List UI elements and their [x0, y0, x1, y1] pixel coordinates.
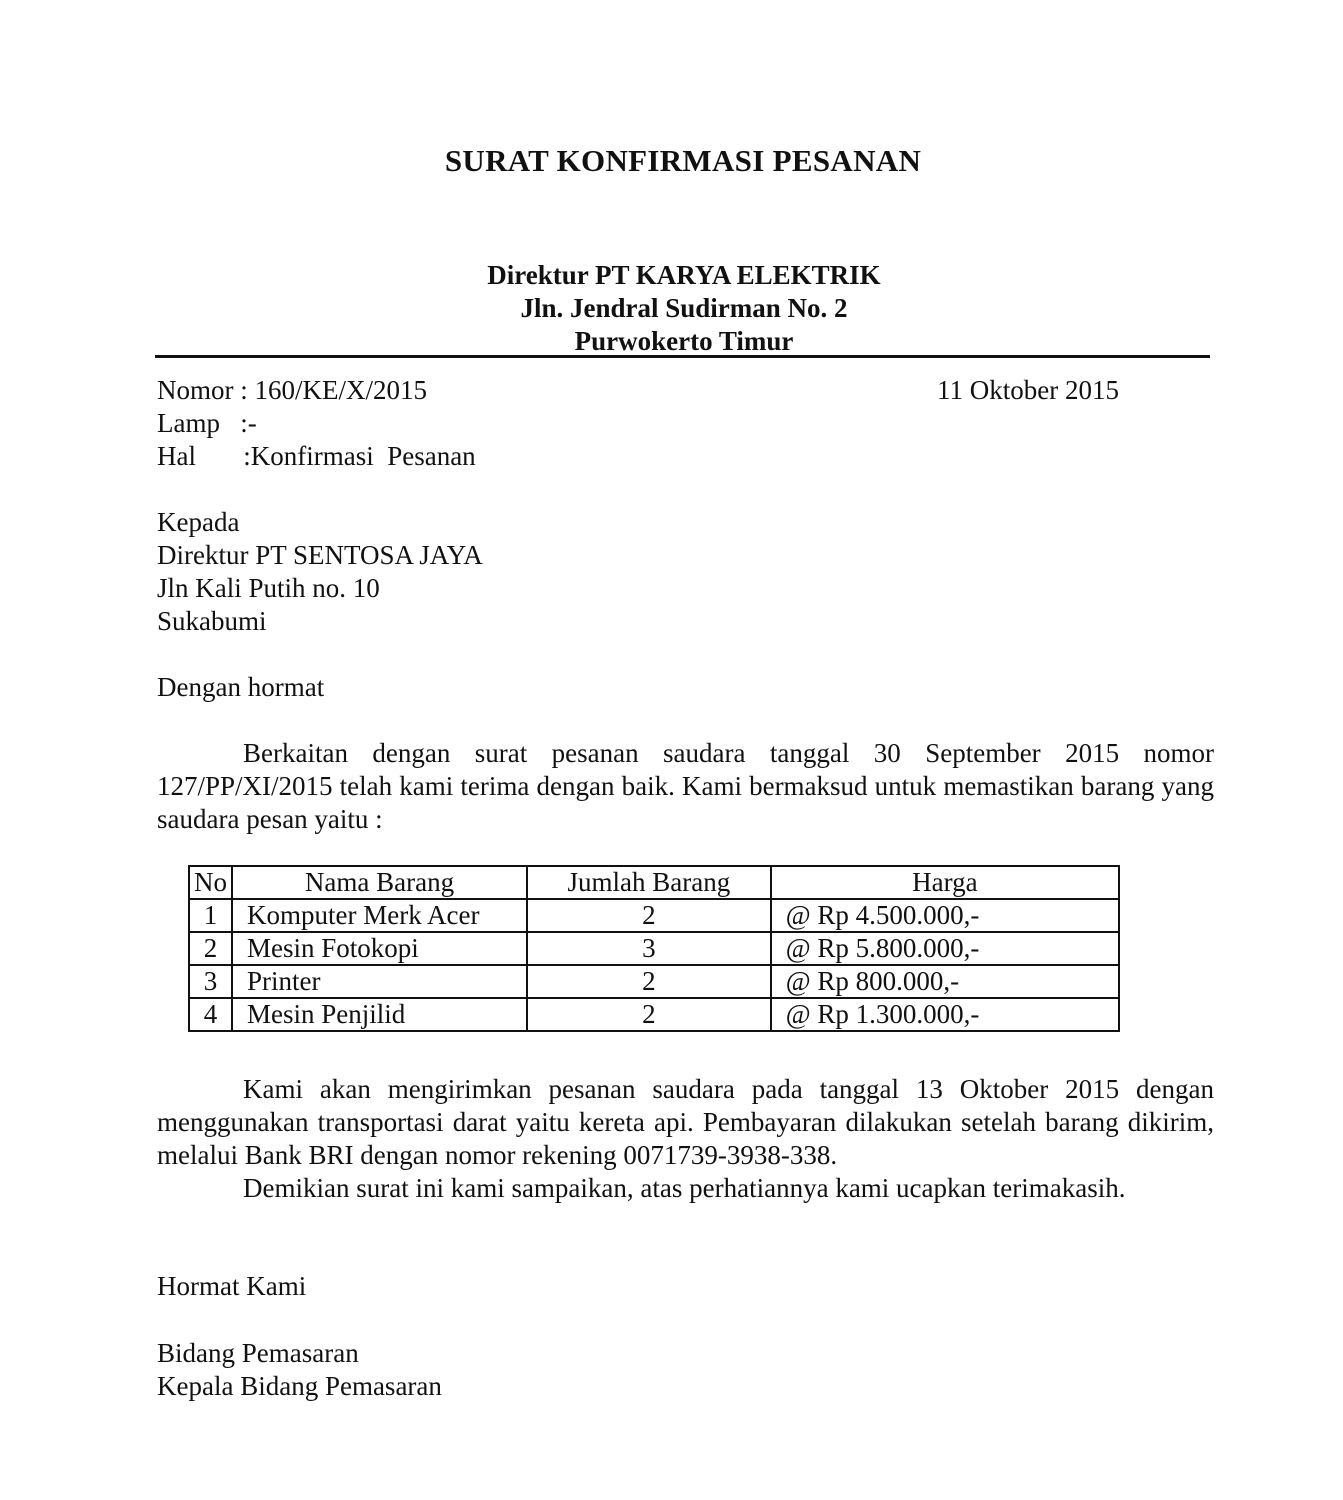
- cell-item-name: Printer: [232, 965, 527, 998]
- cell-quantity: 2: [527, 965, 771, 998]
- signer-department: Bidang Pemasaran: [157, 1338, 359, 1368]
- cell-no: 3: [189, 965, 232, 998]
- letter-date: 11 Oktober 2015: [937, 375, 1119, 405]
- cell-item-name: Komputer Merk Acer: [232, 899, 527, 932]
- order-items-table: [188, 865, 1120, 1032]
- cell-quantity: 2: [527, 998, 771, 1031]
- cell-item-name: Mesin Penjilid: [232, 998, 527, 1031]
- opening-paragraph-text: Berkaitan dengan surat pesanan saudara tanggal 30 September 2015 nomor 127/PP/XI/2015 telah kami terima dengan baik. Kami bermaksud untuk memastikan barang yang saudara pesan yaitu :: [157, 738, 1214, 834]
- recipient-city: Sukabumi: [157, 606, 267, 636]
- letterhead-company: Direktur PT KARYA ELEKTRIK: [487, 260, 881, 290]
- salutation: Dengan hormat: [157, 672, 325, 702]
- cell-item-name: Mesin Fotokopi: [232, 932, 527, 965]
- table-row: [189, 965, 1119, 998]
- cell-price: @ Rp 5.800.000,-: [771, 932, 1119, 965]
- cell-no: 1: [189, 899, 232, 932]
- table-row: [189, 899, 1119, 932]
- delivery-paragraph-text: Kami akan mengirimkan pesanan saudara pada tanggal 13 Oktober 2015 dengan menggunakan transportasi darat yaitu kereta api. Pembayaran dilakukan setelah barang dikirim, melalui Bank BRI dengan nomor rekening 0071739-3938-338.: [157, 1074, 1214, 1170]
- letterhead-divider: [155, 355, 1210, 358]
- document-title: SURAT KONFIRMASI PESANAN: [444, 143, 922, 178]
- letter-attachment: Lamp :-: [157, 408, 257, 438]
- header-quantity: Jumlah Barang: [527, 866, 771, 899]
- letter-number: Nomor : 160/KE/X/2015: [157, 375, 427, 405]
- recipient-label: Kepada: [157, 507, 240, 537]
- letterhead-city: Purwokerto Timur: [574, 326, 794, 356]
- cell-quantity: 3: [527, 932, 771, 965]
- cell-price: @ Rp 4.500.000,-: [771, 899, 1119, 932]
- recipient-address: Jln Kali Putih no. 10: [157, 573, 380, 603]
- letterhead-address: Jln. Jendral Sudirman No. 2: [520, 293, 848, 323]
- recipient-name: Direktur PT SENTOSA JAYA: [157, 540, 483, 570]
- table-row: [189, 998, 1119, 1031]
- closing-greeting: Hormat Kami: [157, 1271, 307, 1301]
- delivery-paragraph: [157, 1073, 1214, 1172]
- cell-no: 2: [189, 932, 232, 965]
- closing-paragraph-text: Demikian surat ini kami sampaikan, atas perhatiannya kami ucapkan terimakasih.: [243, 1173, 1126, 1203]
- header-price: Harga: [771, 866, 1119, 899]
- cell-quantity: 2: [527, 899, 771, 932]
- header-no: No: [189, 866, 232, 899]
- letter-subject: Hal :Konfirmasi Pesanan: [157, 441, 476, 471]
- cell-no: 4: [189, 998, 232, 1031]
- opening-paragraph: [157, 737, 1214, 836]
- closing-paragraph: [157, 1172, 1214, 1205]
- table-header-row: [189, 866, 1119, 899]
- cell-price: @ Rp 800.000,-: [771, 965, 1119, 998]
- cell-price: @ Rp 1.300.000,-: [771, 998, 1119, 1031]
- header-item-name: Nama Barang: [232, 866, 527, 899]
- signer-title: Kepala Bidang Pemasaran: [157, 1371, 442, 1401]
- table-row: [189, 932, 1119, 965]
